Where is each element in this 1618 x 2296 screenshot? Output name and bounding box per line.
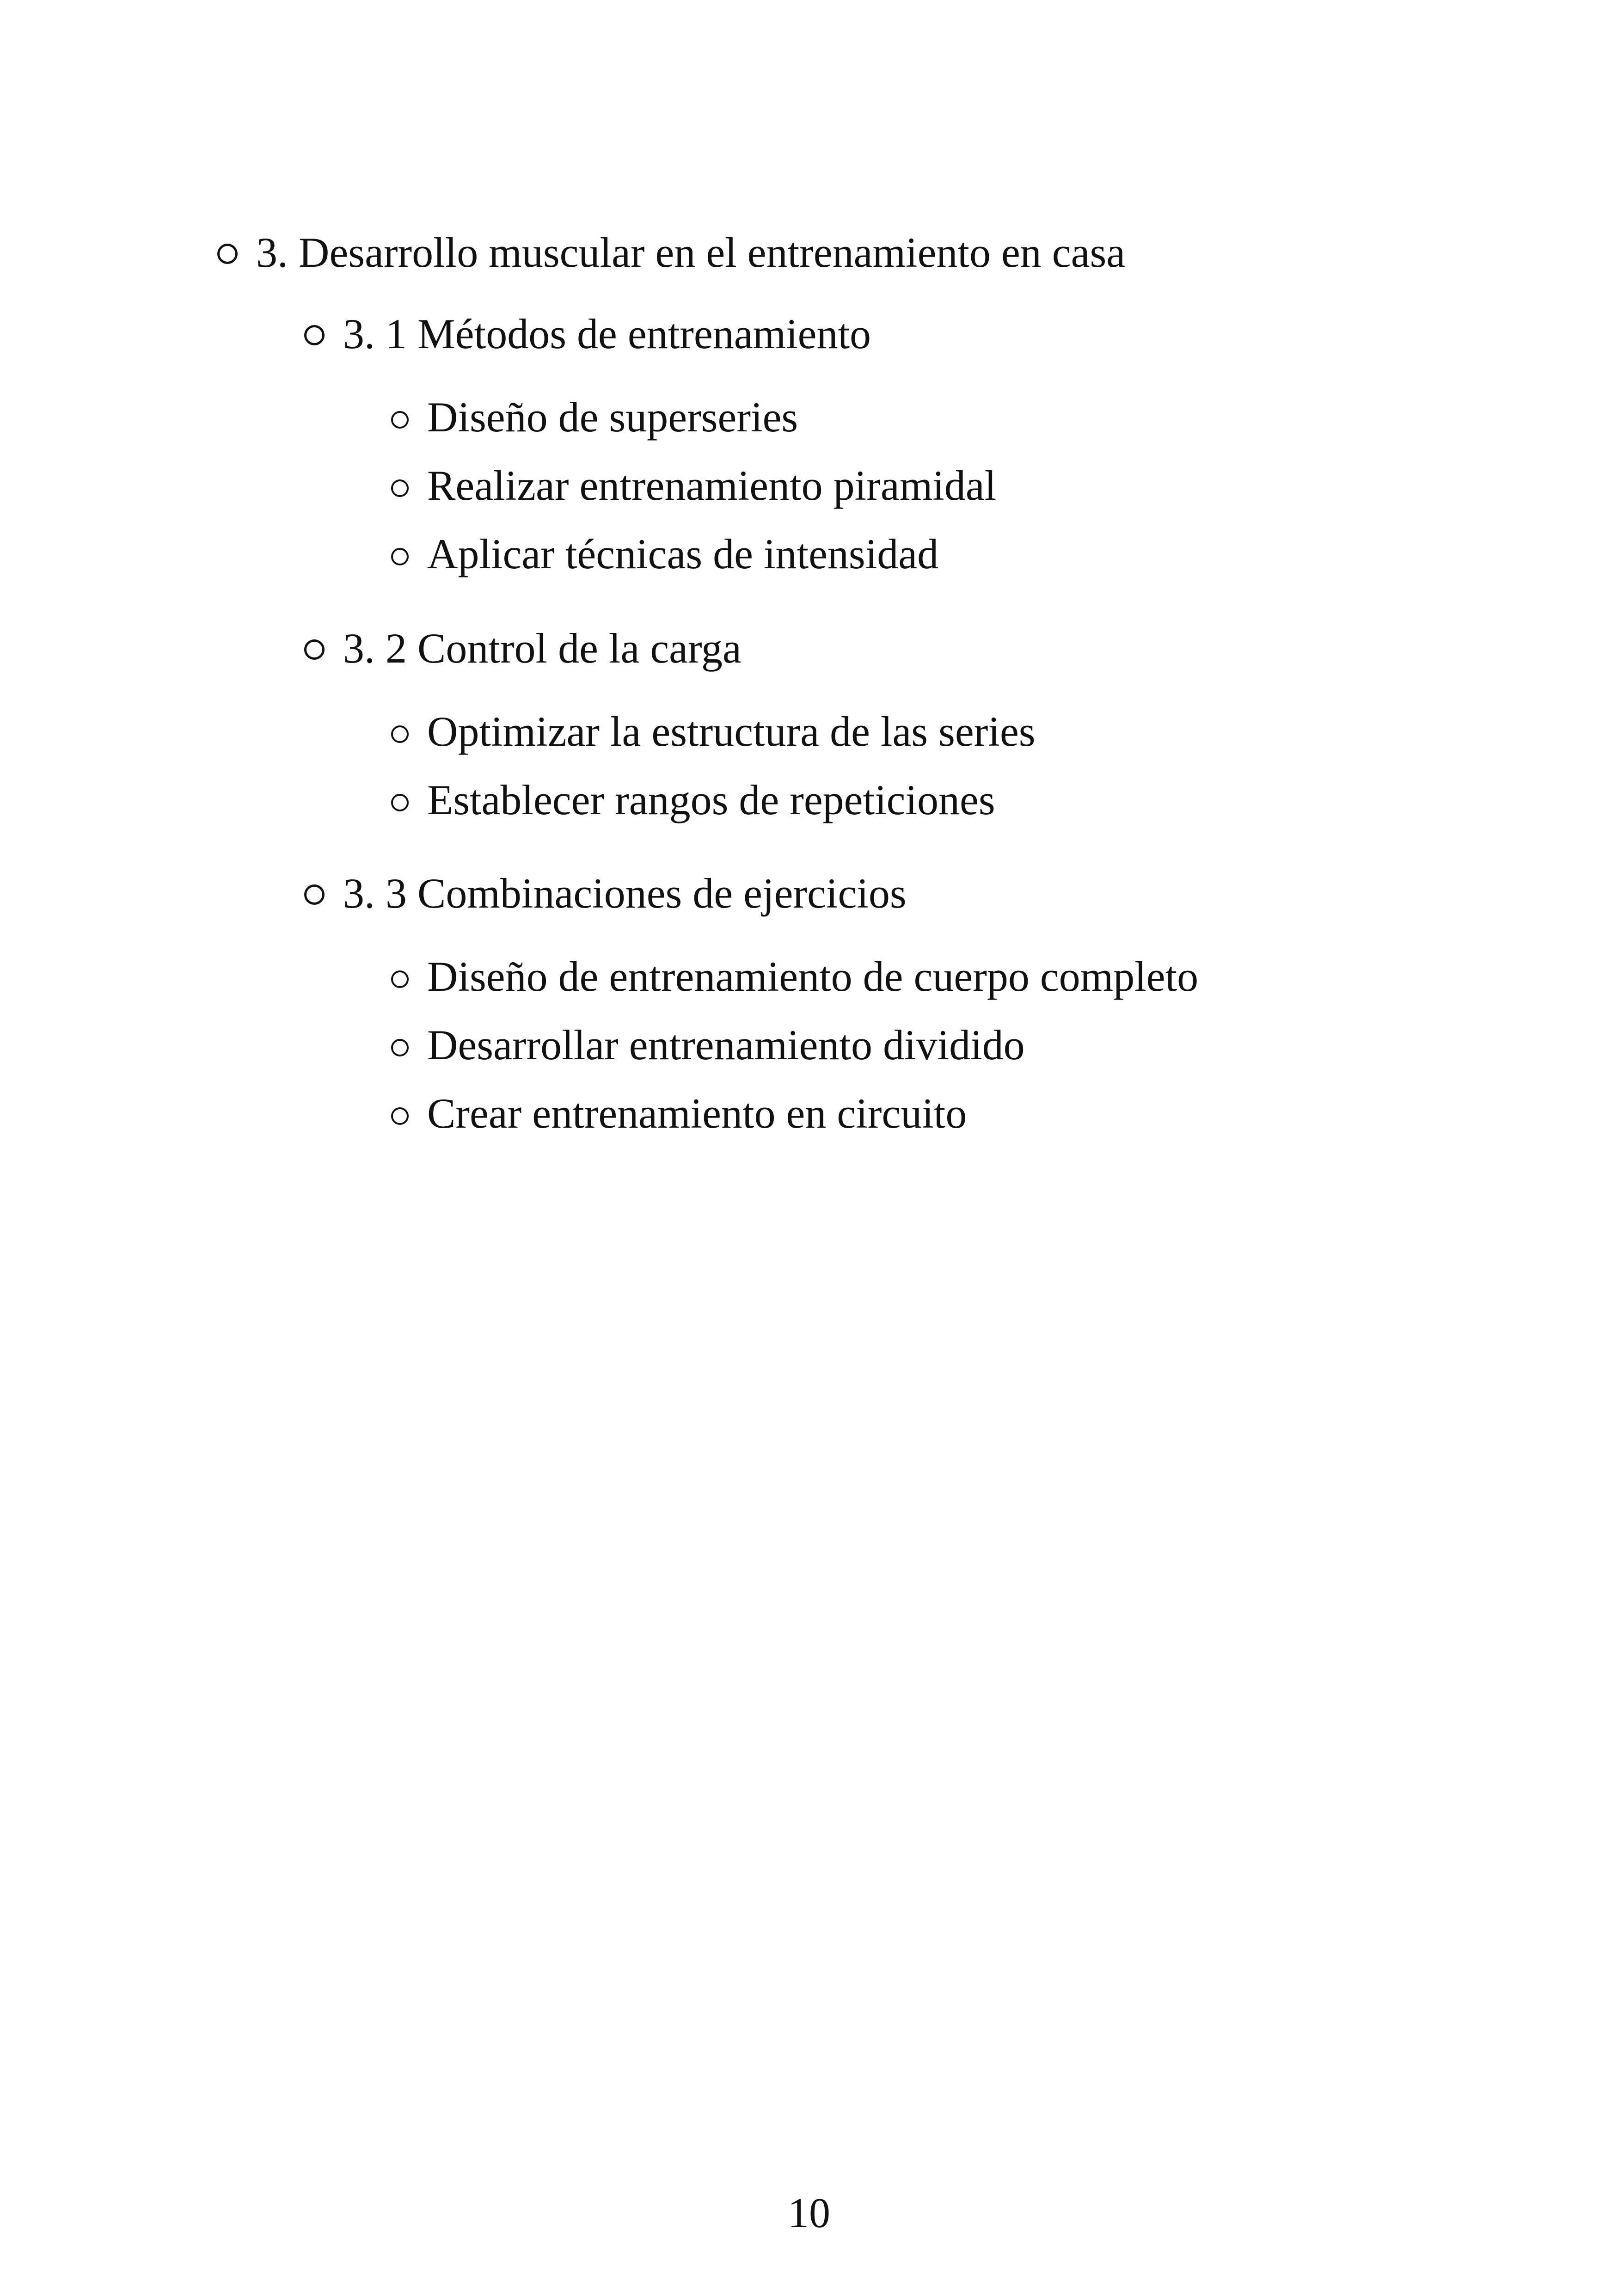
outline-subsection-heading	[304, 310, 871, 357]
outline-list-item	[391, 955, 1198, 998]
outline-list-item	[391, 464, 996, 507]
list-item-text: Aplicar técnicas de intensidad	[427, 530, 939, 577]
section-title: 3. Desarrollo muscular en el entrenamiento en casa	[256, 229, 1126, 276]
hollow-bullet-icon	[391, 548, 409, 565]
hollow-bullet-icon	[391, 970, 409, 988]
outline-list-item	[391, 1021, 1025, 1068]
outline-list-item	[391, 393, 798, 441]
list-item-text: Optimizar la estructura de las series	[427, 708, 1036, 755]
subsection-title: 3. 3 Combinaciones de ejercicios	[343, 870, 907, 917]
subsection-title: 3. 2 Control de la carga	[343, 625, 742, 672]
list-item-text: Establecer rangos de repeticiones	[427, 776, 995, 823]
outline-list-item	[391, 776, 995, 823]
hollow-bullet-icon	[391, 1107, 409, 1125]
hollow-bullet-icon	[391, 479, 409, 497]
hollow-bullet-icon	[391, 725, 409, 743]
hollow-bullet-icon	[217, 244, 238, 264]
outline-list-item	[391, 530, 939, 577]
list-item-text: Realizar entrenamiento piramidal	[427, 462, 997, 509]
hollow-bullet-icon	[391, 794, 409, 811]
outline-subsection-heading	[304, 625, 742, 672]
list-item-text: Diseño de entrenamiento de cuerpo completo	[427, 953, 1199, 1000]
hollow-bullet-icon	[304, 884, 325, 905]
list-item-text: Diseño de superseries	[427, 393, 798, 441]
hollow-bullet-icon	[391, 1039, 409, 1056]
subsection-title: 3. 1 Métodos de entrenamiento	[343, 310, 871, 357]
outline-subsection-heading	[304, 872, 907, 915]
hollow-bullet-icon	[304, 325, 325, 345]
outline-section-heading	[217, 231, 1125, 274]
list-item-text: Desarrollar entrenamiento dividido	[427, 1021, 1025, 1068]
list-item-text: Crear entrenamiento en circuito	[427, 1090, 967, 1137]
outline-list-item	[391, 1092, 967, 1135]
page-number: 10	[788, 2189, 830, 2236]
hollow-bullet-icon	[304, 639, 325, 660]
outline-list-item	[391, 710, 1036, 753]
hollow-bullet-icon	[391, 411, 409, 429]
